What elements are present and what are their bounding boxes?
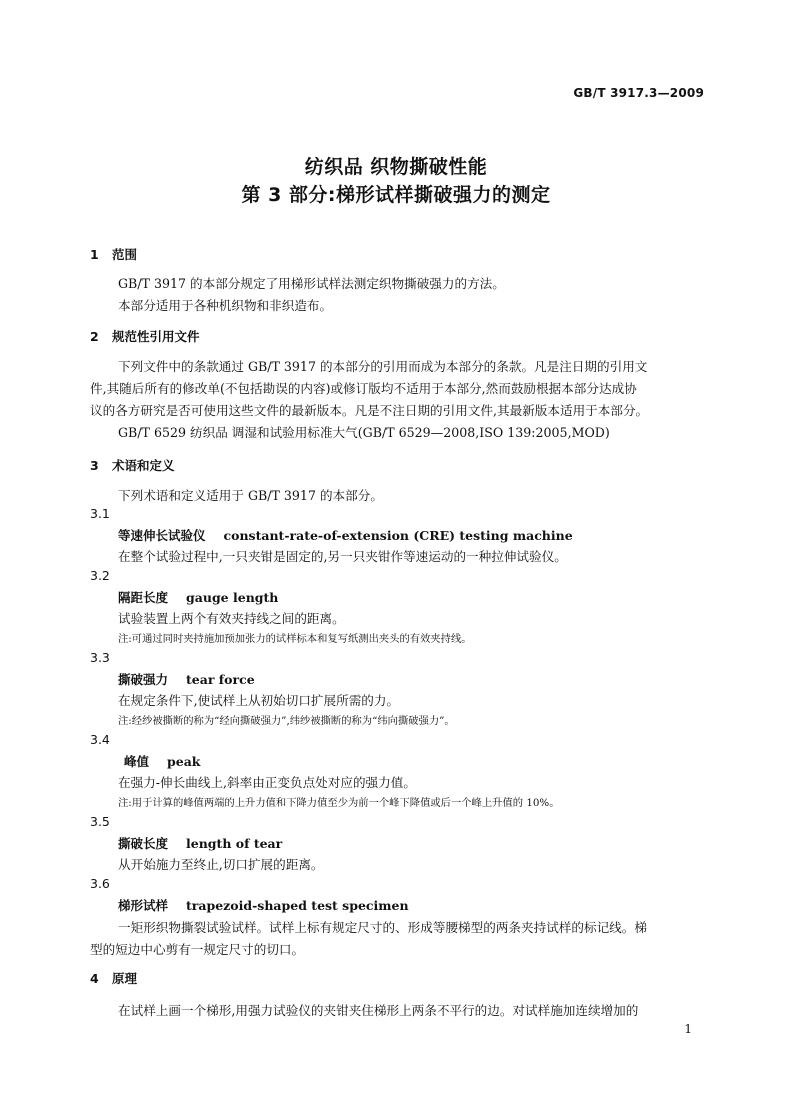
term-number: 3.5: [90, 814, 110, 829]
term-cn: 隔距长度: [118, 590, 169, 605]
standard-code: GB/T 3917.3—2009: [573, 86, 704, 100]
paragraph: 本部分适用于各种机织物和非织造布。: [118, 298, 333, 313]
term-definition: 试验装置上两个有效夹持线之间的距离。: [118, 611, 345, 626]
term-definition: 在强力-伸长曲线上,斜率由正变负点处对应的强力值。: [118, 775, 416, 790]
paragraph-line: 在试样上画一个梯形,用强力试验仪的夹钳夹住梯形上两条不平行的边。对试样施加连续增加的: [118, 1003, 639, 1018]
section-number: 2: [90, 329, 99, 344]
section-heading-terms: [90, 456, 175, 474]
term-cn: 撕破强力: [118, 672, 169, 687]
term-number: 3.2: [90, 568, 110, 583]
term-cn: 撕破长度: [118, 836, 169, 851]
term-en: tear force: [186, 672, 255, 687]
term-en: length of tear: [186, 836, 283, 851]
page-number: 1: [684, 1022, 692, 1036]
term-number: 3.4: [90, 732, 110, 747]
term-definition: 在整个试验过程中,一只夹钳是固定的,另一只夹钳作等速运动的一种拉伸试验仪。: [118, 549, 567, 564]
term-heading: [118, 588, 278, 606]
term-en: constant-rate-of-extension (CRE) testing machine: [223, 528, 573, 543]
section-title: 原理: [112, 971, 138, 986]
term-cn: 梯形试样: [118, 898, 169, 913]
term-definition: 在规定条件下,使试样上从初始切口扩展所需的力。: [118, 693, 400, 708]
section-heading-principle: [90, 969, 137, 987]
paragraph-line: 下列文件中的条款通过 GB/T 3917 的本部分的引用而成为本部分的条款。凡是注日期的引用文: [118, 359, 648, 374]
term-definition: 型的短边中心剪有一规定尺寸的切口。: [90, 942, 305, 957]
term-note: 注:用于计算的峰值两端的上升力值和下降力值至少为前一个峰下降值或后一个峰上升值的 10%。: [118, 797, 560, 809]
reference-item: GB/T 6529 纺织品 调湿和试验用标准大气(GB/T 6529—2008,ISO 139:2005,MOD): [118, 425, 610, 440]
paragraph: 下列术语和定义适用于 GB/T 3917 的本部分。: [118, 488, 383, 503]
term-heading: [118, 526, 573, 544]
term-definition: 一矩形织物撕裂试验试样。试样上标有规定尺寸的、形成等腰梯型的两条夹持试样的标记线。梯: [118, 920, 647, 935]
term-cn: 峰值: [124, 754, 150, 769]
term-heading: [118, 896, 409, 914]
term-heading: [118, 670, 255, 688]
section-number: 1: [90, 247, 99, 262]
term-definition: 从开始施力至终止,切口扩展的距离。: [118, 857, 324, 872]
term-number: 3.3: [90, 650, 110, 665]
section-title: 术语和定义: [112, 458, 175, 473]
term-en: trapezoid-shaped test specimen: [186, 898, 409, 913]
section-title: 范围: [112, 247, 138, 262]
term-heading: [124, 752, 200, 770]
section-number: 4: [90, 971, 99, 986]
section-number: 3: [90, 458, 99, 473]
term-note: 注:经纱被撕断的称为“经向撕破强力”,纬纱被撕断的称为“纬向撕破强力”。: [118, 715, 455, 727]
term-number: 3.6: [90, 876, 110, 891]
paragraph-line: 件,其随后所有的修改单(不包括勘误的内容)或修订版均不适用于本部分,然而鼓励根据本部分达成协: [90, 381, 637, 396]
term-en: gauge length: [186, 590, 279, 605]
document-title-line2: 第 3 部分:梯形试样撕破强力的测定: [241, 184, 551, 206]
paragraph: GB/T 3917 的本部分规定了用梯形试样法测定织物撕破强力的方法。: [118, 276, 505, 291]
term-number: 3.1: [90, 506, 110, 521]
paragraph-line: 议的各方研究是否可使用这些文件的最新版本。凡是不注日期的引用文件,其最新版本适用于本部分。: [90, 403, 649, 418]
term-note: 注:可通过同时夹持施加预加张力的试样标本和复写纸测出夹头的有效夹持线。: [118, 633, 472, 645]
term-en: peak: [167, 754, 201, 769]
term-heading: [118, 834, 282, 852]
section-heading-references: [90, 327, 200, 345]
section-title: 规范性引用文件: [112, 329, 200, 344]
document-title-line1: 纺织品 织物撕破性能: [304, 156, 488, 178]
term-cn: 等速伸长试验仪: [118, 528, 206, 543]
section-heading-scope: [90, 245, 137, 263]
